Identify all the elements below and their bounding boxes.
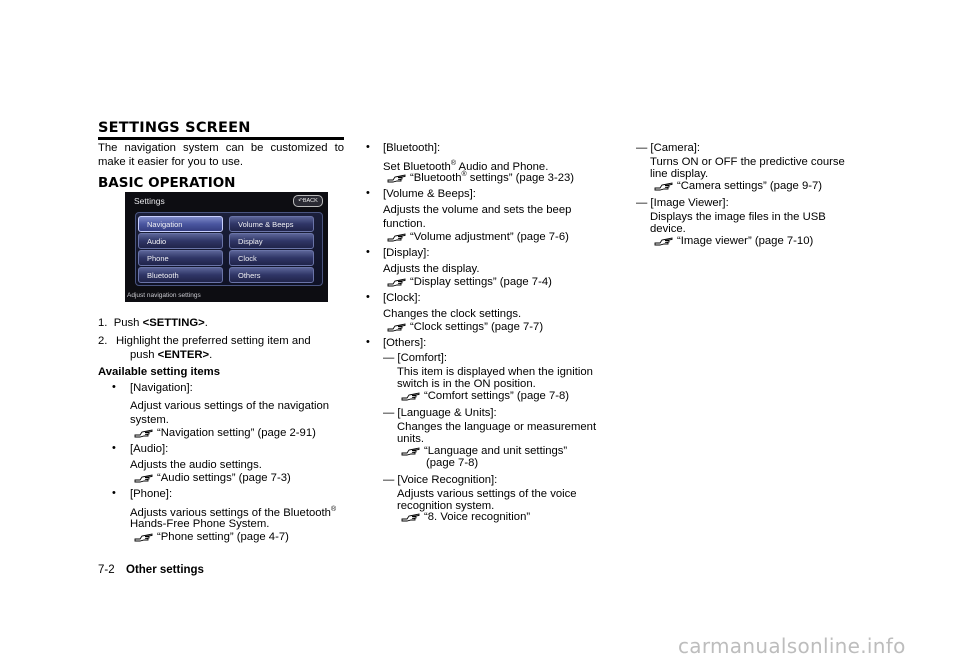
hand-pointer-icon: [654, 234, 674, 246]
navigation-desc-2: system.: [130, 414, 169, 426]
bullet-display: •: [366, 246, 370, 258]
subsection-title: BASIC OPERATION: [98, 175, 236, 191]
clock-ref: [387, 320, 543, 333]
voice-label: — [Voice Recognition]:: [383, 474, 498, 486]
enter-key: <ENTER>: [157, 349, 210, 361]
display-ref: [387, 275, 552, 288]
menu-item-bluetooth: Bluetooth: [138, 267, 223, 283]
language-desc-2: units.: [397, 433, 425, 445]
audio-ref: [134, 471, 291, 484]
menu-item-audio: Audio: [138, 233, 223, 249]
camera-desc-2: line display.: [650, 168, 709, 180]
phone-label: [Phone]:: [130, 488, 173, 500]
menu-item-others: Others: [229, 267, 314, 283]
camera-label: — [Camera]:: [636, 142, 701, 154]
hand-pointer-icon: [134, 471, 154, 483]
volume-label: [Volume & Beeps]:: [383, 188, 476, 200]
comfort-ref: [401, 389, 569, 402]
section-title: SETTINGS SCREEN: [98, 120, 251, 136]
comfort-desc-1: This item is displayed when the ignition: [397, 366, 593, 378]
registered-mark: ®: [330, 506, 337, 513]
image-viewer-ref: [654, 234, 813, 247]
bullet-phone: •: [112, 487, 116, 499]
clock-ref-text: “Clock settings” (page 7-7): [410, 321, 544, 333]
setting-key: <SETTING>: [142, 317, 205, 329]
navigation-desc-1: Adjust various settings of the navigation: [130, 400, 330, 412]
image-viewer-desc-1: Displays the image files in the USB: [650, 211, 826, 223]
bullet-others: •: [366, 336, 370, 348]
image-viewer-label: — [Image Viewer]:: [636, 197, 729, 209]
language-ref-page: (page 7-8): [426, 457, 479, 469]
audio-ref-text: “Audio settings” (page 7-3): [157, 472, 291, 484]
step-1-period: .: [204, 317, 208, 329]
bluetooth-desc-post: Audio and Phone.: [456, 160, 549, 173]
hand-pointer-icon: [387, 320, 407, 332]
clock-label: [Clock]:: [383, 292, 421, 304]
settings-screen-image: [125, 192, 328, 302]
page-number: 7-2: [98, 564, 115, 576]
display-ref-text: “Display settings” (page 7-4): [410, 276, 552, 288]
menu-item-volume-beeps: Volume & Beeps: [229, 216, 314, 232]
registered-mark: ®: [461, 171, 467, 179]
registered-mark: ®: [450, 160, 457, 167]
image-viewer-desc-2: device.: [650, 223, 686, 235]
phone-ref-text: “Phone setting” (page 4-7): [157, 531, 289, 543]
hand-pointer-icon: [401, 389, 421, 401]
hand-pointer-icon: [387, 275, 407, 287]
section-title-rule: [98, 137, 344, 140]
hand-pointer-icon: [134, 426, 154, 438]
camera-desc-1: Turns ON or OFF the predictive course: [650, 156, 845, 168]
navigation-label: [Navigation]:: [130, 382, 193, 394]
bluetooth-label: [Bluetooth]:: [383, 142, 441, 154]
bluetooth-ref: [387, 171, 574, 184]
screen-status-text: Adjust navigation settings: [127, 292, 201, 299]
display-label: [Display]:: [383, 247, 430, 259]
bluetooth-desc-text: Set Bluetooth: [383, 160, 451, 173]
menu-item-display: Display: [229, 233, 314, 249]
audio-desc: Adjusts the audio settings.: [130, 459, 262, 471]
bullet-bluetooth: •: [366, 141, 370, 153]
step-1: [98, 316, 208, 330]
comfort-desc-2: switch is in the ON position.: [397, 378, 536, 390]
language-ref-text: “Language and unit settings”: [424, 445, 568, 457]
hand-pointer-icon: [401, 510, 421, 522]
camera-ref-text: “Camera settings” (page 9-7): [677, 180, 823, 192]
language-label: — [Language & Units]:: [383, 407, 497, 419]
hand-pointer-icon: [134, 530, 154, 542]
menu-item-clock: Clock: [229, 250, 314, 266]
volume-ref-text: “Volume adjustment” (page 7-6): [410, 231, 569, 243]
step-2-push: push: [130, 349, 158, 361]
bullet-volume: •: [366, 187, 370, 199]
voice-ref: [401, 510, 530, 523]
voice-ref-text: “8. Voice recognition”: [424, 511, 531, 523]
language-desc-1: Changes the language or measurement: [397, 421, 597, 433]
bluetooth-ref-post: settings” (page 3-23): [466, 172, 575, 184]
step-1-number: 1.: [98, 317, 108, 329]
comfort-label: — [Comfort]:: [383, 352, 448, 364]
clock-desc: Changes the clock settings.: [383, 308, 522, 320]
display-desc: Adjusts the display.: [383, 263, 480, 275]
voice-desc-1: Adjusts various settings of the voice: [397, 488, 577, 500]
voice-desc-2: recognition system.: [397, 500, 495, 512]
back-button: [293, 195, 323, 207]
chapter-title: Other settings: [126, 564, 204, 576]
bluetooth-ref-pre: “Bluetooth: [410, 172, 462, 184]
phone-desc-1-text: Adjusts various settings of the Bluetooth: [130, 506, 331, 519]
image-viewer-ref-text: “Image viewer” (page 7-10): [677, 235, 814, 247]
bullet-audio: •: [112, 442, 116, 454]
screen-title: Settings: [134, 196, 165, 206]
navigation-ref: [134, 426, 316, 439]
watermark: carmanualsonline.info: [678, 634, 906, 658]
navigation-ref-text: “Navigation setting” (page 2-91): [157, 427, 316, 439]
available-items-title: Available setting items: [98, 366, 221, 378]
phone-ref: [134, 530, 289, 543]
menu-panel: [135, 212, 323, 286]
back-button-label: BACK: [302, 198, 318, 204]
hand-pointer-icon: [387, 230, 407, 242]
volume-desc-2: function.: [383, 218, 426, 230]
hand-pointer-icon: [387, 171, 407, 183]
camera-ref: [654, 179, 822, 192]
phone-desc-2: Hands-Free Phone System.: [130, 518, 270, 530]
bullet-navigation: •: [112, 381, 116, 393]
hand-pointer-icon: [654, 179, 674, 191]
step-2-number: 2.: [98, 335, 108, 347]
back-arrow-icon: ↶: [298, 198, 303, 204]
step-2-line-2: [130, 348, 212, 362]
comfort-ref-text: “Comfort settings” (page 7-8): [424, 390, 570, 402]
audio-label: [Audio]:: [130, 443, 169, 455]
step-2-text: Highlight the preferred setting item and: [116, 335, 311, 347]
menu-item-phone: Phone: [138, 250, 223, 266]
others-label: [Others]:: [383, 337, 427, 349]
step-2-period: .: [209, 349, 213, 361]
intro-text: The navigation system can be customized to make it easier for you to use.: [98, 142, 344, 168]
menu-item-navigation: Navigation: [138, 216, 223, 232]
hand-pointer-icon: [401, 444, 421, 456]
step-1-text: Push: [113, 317, 143, 329]
volume-desc-1: Adjusts the volume and sets the beep: [383, 204, 572, 216]
bullet-clock: •: [366, 291, 370, 303]
volume-ref: [387, 230, 569, 243]
